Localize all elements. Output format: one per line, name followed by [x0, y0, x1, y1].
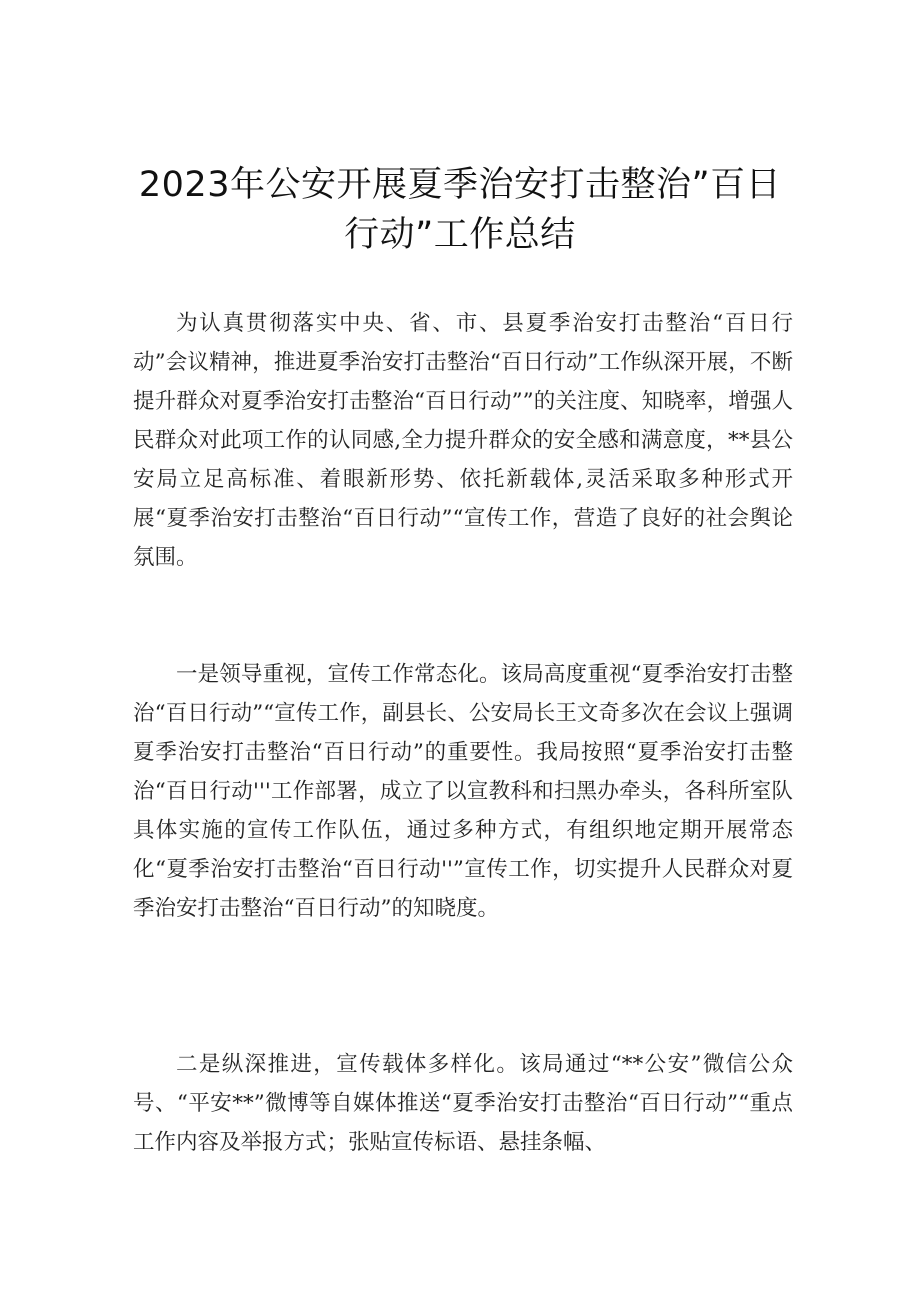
document-title-line-1: 2023年公安开展夏季治安打击整治”百日	[138, 165, 782, 205]
document-title	[120, 160, 800, 260]
document-title-line-2: 行动”工作总结	[344, 215, 576, 255]
paragraph-intro: 为认真贯彻落实中央、省、市、县夏季治安打击整治“百日行动”会议精神，推进夏季治安打击整治“百日行动”工作纵深开展，不断提升群众对夏季治安打击整治“百日行动””的关注度、知晓率，增强人民群众对此项工作的认同感,全力提升群众的安全感和满意度，**县公安局立足高标准、着眼新形势、依托新载体,灵活采取多种形式开展“夏季治安打击整治“百日行动”“宣传工作，营造了良好的社会舆论氛围。	[133, 311, 793, 570]
paragraph-leadership: 一是领导重视，宣传工作常态化。该局高度重视“夏季治安打击整治“百日行动”“宣传工作，副县长、公安局长王文奇多次在会议上强调夏季治安打击整治“百日行动”的重要性。我局按照“夏季治安打击整治“百日行动'''工作部署，成立了以宣教科和扫黑办牵头，各科所室队具体实施的宣传工作队伍，通过多种方式，有组织地定期开展常态化“夏季治安打击整治“百日行动''”宣传工作，切实提升人民群众对夏季治安打击整治“百日行动”的知晓度。	[133, 662, 793, 921]
document-body	[133, 304, 793, 1162]
paragraph-promotion: 二是纵深推进，宣传载体多样化。该局通过“**公安”微信公众号、“平安**”微博等自媒体推送“夏季治安打击整治“百日行动”“重点工作内容及举报方式；张贴宣传标语、悬挂条幅、	[133, 1052, 793, 1155]
